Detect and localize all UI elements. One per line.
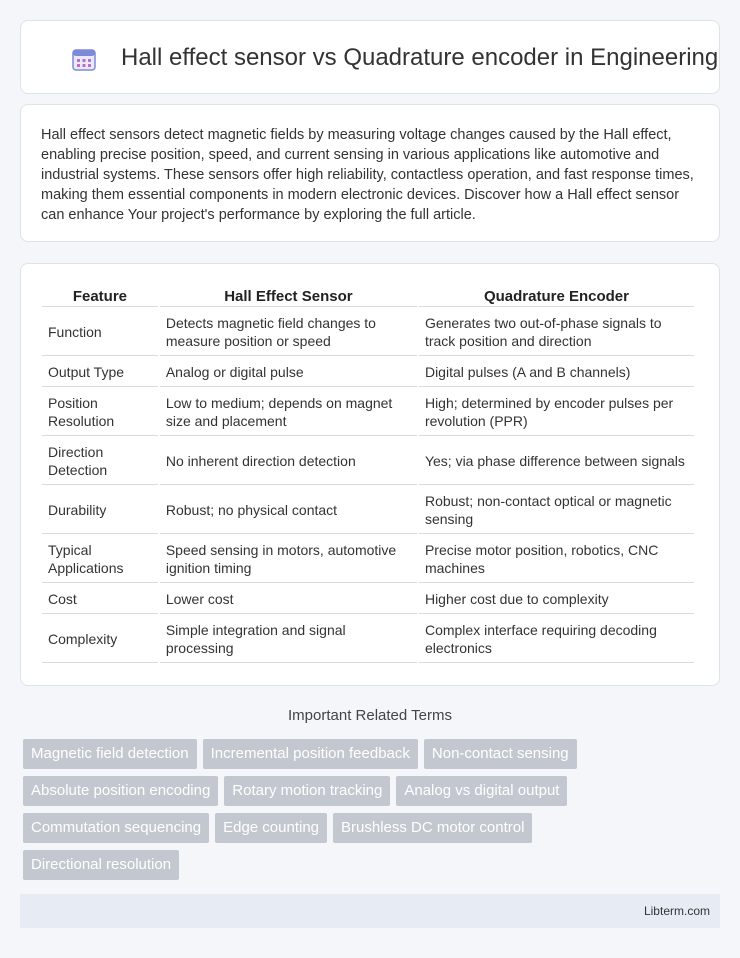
- table-cell: Robust; no physical contact: [160, 487, 417, 534]
- intro-text: Hall effect sensors detect magnetic fields by measuring voltage changes caused by the Hall effect, enabling precise position, speed, and current sensing in various applications like automotive and industrial systems. These sensors offer high reliability, contactless operation, and fast response times, making them essential components in modern electronic devices. Discover how a Hall effect sensor can enhance Your project's performance by exploring the full article.: [41, 127, 694, 223]
- table-cell: Complexity: [42, 616, 158, 663]
- table-cell: Digital pulses (A and B channels): [419, 358, 694, 387]
- table-cell: Durability: [42, 487, 158, 534]
- footer: [20, 894, 720, 928]
- table-row: [42, 389, 694, 436]
- table-cell: Higher cost due to complexity: [419, 585, 694, 614]
- table-header-hall: Hall Effect Sensor: [160, 288, 417, 307]
- table-header-row: [42, 288, 694, 307]
- related-term-tag[interactable]: Analog vs digital output: [396, 776, 567, 806]
- table-cell: Complex interface requiring decoding electronics: [419, 616, 694, 663]
- table-cell: Cost: [42, 585, 158, 614]
- table-cell: Position Resolution: [42, 389, 158, 436]
- related-term-tag[interactable]: Incremental position feedback: [203, 739, 418, 769]
- table-row: [42, 585, 694, 614]
- table-cell: Direction Detection: [42, 438, 158, 485]
- table-row: [42, 487, 694, 534]
- table-cell: Output Type: [42, 358, 158, 387]
- table-header-encoder: Quadrature Encoder: [419, 288, 694, 307]
- related-term-tag[interactable]: Edge counting: [215, 813, 327, 843]
- related-term-tag[interactable]: Directional resolution: [23, 850, 179, 880]
- table-cell: Analog or digital pulse: [160, 358, 417, 387]
- table-cell: Robust; non-contact optical or magnetic sensing: [419, 487, 694, 534]
- page-title: Hall effect sensor vs Quadrature encoder in Engineering: [121, 44, 719, 71]
- table-row: [42, 358, 694, 387]
- comparison-table-card: [20, 263, 720, 686]
- related-term-tag[interactable]: Commutation sequencing: [23, 813, 209, 843]
- calendar-icon: [71, 46, 97, 72]
- table-cell: Precise motor position, robotics, CNC machines: [419, 536, 694, 583]
- table-cell: No inherent direction detection: [160, 438, 417, 485]
- table-row: [42, 309, 694, 356]
- header-card: [20, 20, 720, 94]
- table-row: [42, 616, 694, 663]
- table-cell: Low to medium; depends on magnet size and placement: [160, 389, 417, 436]
- related-term-tag[interactable]: Brushless DC motor control: [333, 813, 532, 843]
- table-cell: Yes; via phase difference between signals: [419, 438, 694, 485]
- table-cell: Speed sensing in motors, automotive ignition timing: [160, 536, 417, 583]
- comparison-table: [40, 286, 696, 665]
- related-term-tag[interactable]: Rotary motion tracking: [224, 776, 390, 806]
- table-header-feature: Feature: [42, 288, 158, 307]
- intro-card: [20, 104, 720, 242]
- table-cell: High; determined by encoder pulses per revolution (PPR): [419, 389, 694, 436]
- table-cell: Function: [42, 309, 158, 356]
- related-terms-list: [23, 739, 723, 887]
- table-cell: Lower cost: [160, 585, 417, 614]
- table-cell: Typical Applications: [42, 536, 158, 583]
- table-cell: Simple integration and signal processing: [160, 616, 417, 663]
- table-cell: Detects magnetic field changes to measure position or speed: [160, 309, 417, 356]
- table-row: [42, 536, 694, 583]
- related-terms-title: Important Related Terms: [288, 707, 452, 724]
- related-term-tag[interactable]: Absolute position encoding: [23, 776, 218, 806]
- table-cell: Generates two out-of-phase signals to track position and direction: [419, 309, 694, 356]
- related-term-tag[interactable]: Non-contact sensing: [424, 739, 577, 769]
- related-term-tag[interactable]: Magnetic field detection: [23, 739, 197, 769]
- table-row: [42, 438, 694, 485]
- footer-site-link[interactable]: Libterm.com: [643, 904, 710, 918]
